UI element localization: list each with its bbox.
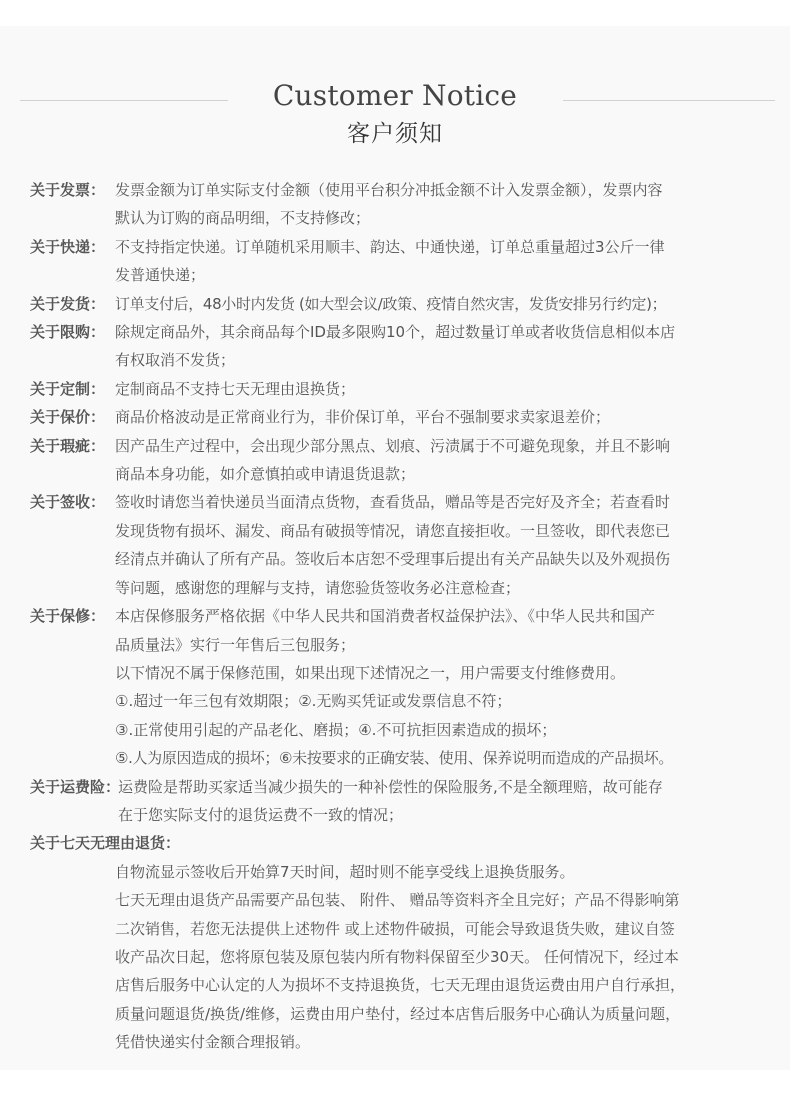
- header: [0, 26, 790, 162]
- notice-label: 关于定制：: [30, 379, 106, 398]
- notice-line: 不支持指定快递。订单随机采用顺丰、韵达、中通快递，订单总重量超过3公斤一律: [115, 237, 665, 256]
- notice-line: 七天无理由退货产品需要产品包装、 附件、 赠品等资料齐全且完好；产品不得影响第: [115, 891, 680, 910]
- notice-label: 关于发货：: [30, 294, 106, 313]
- notice-line: 除规定商品外，其余商品每个ID最多限购10个，超过数量订单或者收货信息相似本店: [115, 323, 676, 342]
- notice-line: 自物流显示签收后开始算7天时间，超时则不能享受线上退换货服务。: [115, 862, 575, 881]
- notice-invoice: [30, 176, 780, 233]
- notice-line: ①.超过一年三包有效期限；②.无购买凭证或发票信息不符；: [115, 692, 512, 711]
- notice-label: 关于保修：: [30, 607, 106, 626]
- notice-line: 等问题，感谢您的理解与支持，请您验货签收务必注意检查；: [115, 578, 521, 597]
- notice-line: 凭借快递实付金额合理报销。: [115, 1033, 311, 1052]
- notice-express: [30, 233, 780, 290]
- notice-line: 订单支付后，48小时内发货 (如大型会议/政策、疫情自然灾害，发货安排另行约定)；: [115, 294, 667, 313]
- notice-line: 运费险是帮助买家适当减少损失的一种补偿性的保险服务,不是全额理赔，故可能存: [118, 777, 663, 796]
- notice-label: 关于限购：: [30, 323, 106, 342]
- notice-line: 发现货物有损坏、漏发、商品有破损等情况，请您直接拒收。一旦签收，即代表您已: [115, 521, 671, 540]
- notice-line: 质量问题退货/换货/维修，运费由用户垫付，经过本店售后服务中心确认为质量问题，: [115, 1004, 681, 1023]
- notice-label: 关于签收：: [30, 493, 106, 512]
- notice-custom: [30, 375, 780, 403]
- notice-line: 以下情况不属于保修范围，如果出现下述情况之一，用户需要支付维修费用。: [115, 663, 626, 682]
- notice-warranty: [30, 602, 780, 772]
- notice-line: 收产品次日起，您将原包装及原包装内所有物料保留至少30天。 任何情况下，经过本: [115, 947, 679, 966]
- notice-line: 店售后服务中心认定的人为损坏不支持退换货，七天无理由退货运费由用户自行承担，: [115, 976, 686, 995]
- notice-line: 商品价格波动是正常商业行为，非价保订单，平台不强制要求卖家退差价；: [115, 408, 611, 427]
- notice-line: 签收时请您当着快递员当面清点货物，查看货品，赠品等是否完好及齐全；若查看时: [115, 493, 671, 512]
- notice-line: ⑤.人为原因造成的损坏；⑥未按要求的正确安装、使用、保养说明而造成的产品损坏。: [115, 749, 674, 768]
- notice-label: 关于运费险：: [30, 777, 121, 796]
- notice-line: 发普通快递；: [115, 266, 206, 285]
- notice-line: 商品本身功能，如介意慎拍或申请退货退款；: [115, 465, 416, 484]
- notice-receipt: [30, 488, 780, 602]
- notice-line: 发票金额为订单实际支付金额（使用平台积分冲抵金额不计入发票金额），发票内容: [115, 181, 663, 199]
- notice-line: ③.正常使用引起的产品老化、磨损；④.不可抗拒因素造成的损坏；: [115, 720, 557, 739]
- notice-line: 品质量法》实行一年售后三包服务；: [115, 635, 356, 654]
- notice-price-protection: [30, 403, 780, 431]
- notice-defects: [30, 432, 780, 489]
- notice-label: 关于七天无理由退货：: [30, 834, 181, 853]
- notice-label: 关于瑕疵：: [30, 436, 106, 455]
- notice-line: 默认为订购的商品明细，不支持修改；: [115, 209, 371, 228]
- notice-line: 经清点并确认了所有产品。签收后本店恕不受理事后提出有关产品缺失以及外观损伤: [115, 550, 671, 569]
- notice-list: [30, 176, 780, 1057]
- notice-line: 因产品生产过程中，会出现少部分黑点、划痕、污渍属于不可避免现象，并且不影响: [115, 436, 671, 455]
- seven-day-body: [30, 858, 780, 1057]
- notice-shipping: [30, 290, 780, 318]
- notice-line: 定制商品不支持七天无理由退换货；: [115, 379, 356, 398]
- notice-shipping-insurance: [30, 773, 780, 830]
- notice-line: 二次销售，若您无法提供上述物件 或上述物件破损，可能会导致退货失败，建议自签: [115, 919, 675, 938]
- notice-line: 本店保修服务严格依据《中华人民共和国消费者权益保护法》、《中华人民共和国产: [115, 607, 656, 626]
- title-english: Customer Notice: [272, 79, 518, 112]
- notice-label: 关于保价：: [30, 408, 106, 427]
- notice-seven-day-return: [30, 829, 780, 1056]
- notice-line: 在于您实际支付的退货运费不一致的情况；: [118, 805, 404, 824]
- notice-label: 关于快递：: [30, 237, 106, 256]
- notice-line: 有权取消不发货；: [115, 351, 236, 370]
- notice-purchase-limit: [30, 318, 780, 375]
- notice-label: 关于发票：: [30, 181, 106, 199]
- title-chinese: 客户须知: [347, 121, 443, 147]
